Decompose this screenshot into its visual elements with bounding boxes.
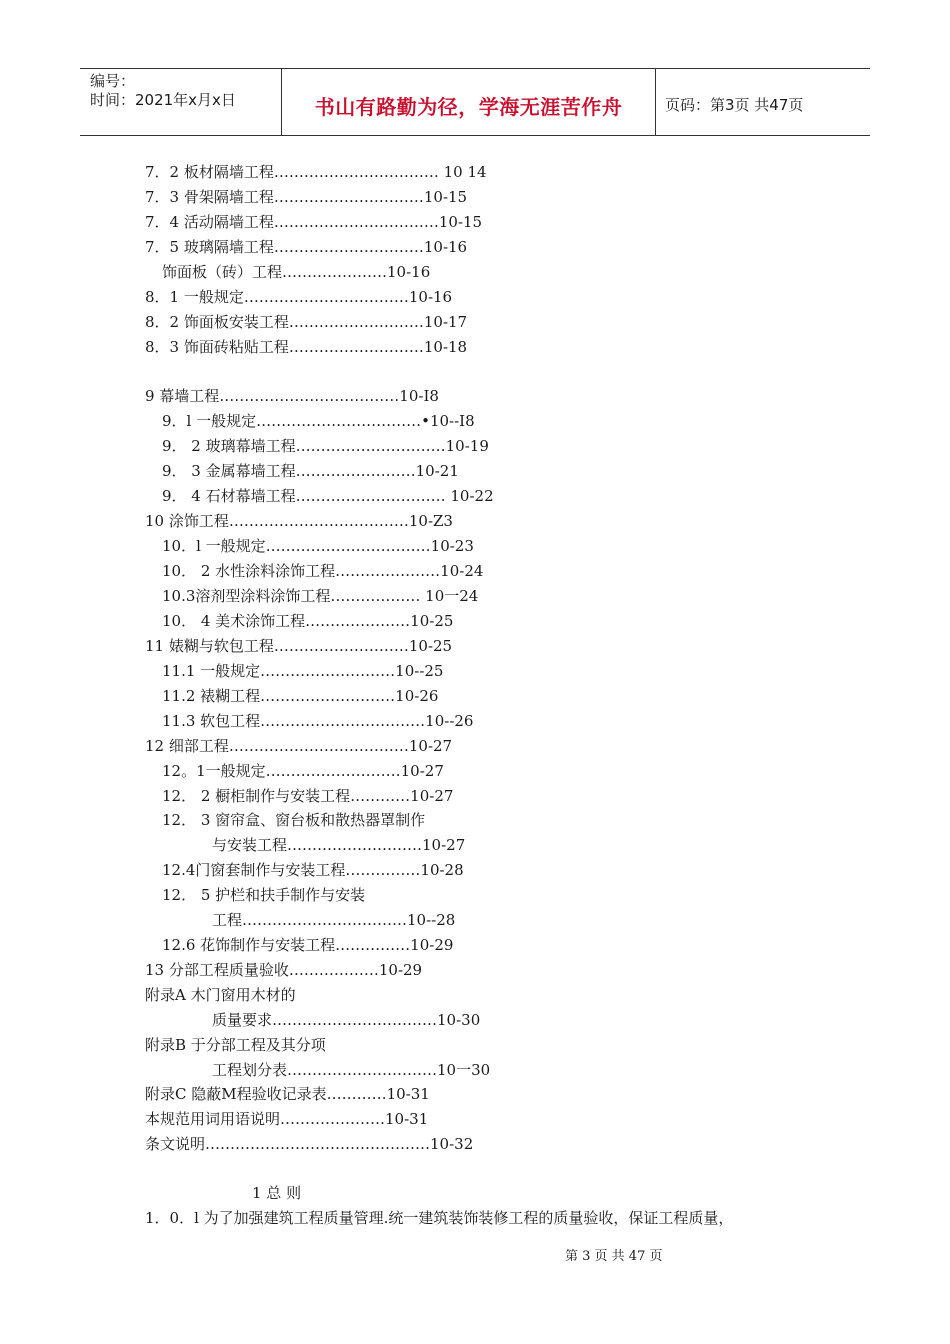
toc-entry: 9． 2 玻璃幕墙工程…………………………10-19 [162,437,489,455]
toc-entry: 附录C 隐蔽M程验收记录表…………10-31 [145,1085,430,1103]
header-slogan: 书山有路勤为径，学海无涯苦作舟 [282,69,656,135]
toc-entry: 12 细部工程………………………………10-27 [145,737,453,755]
toc-entry: 10． 2 水性涂料涂饰工程…………………10-24 [162,562,484,580]
toc-entry: 10． 4 美术涂饰工程…………………10-25 [162,612,454,630]
toc-entry: 质量要求……………………………10-30 [212,1011,481,1029]
toc-entry: 附录B 于分部工程及其分项 [145,1036,326,1054]
toc-entry: 7．2 板材隔墙工程…………………………… 10 14 [145,163,487,181]
toc-entry: 8．2 饰面板安装工程………………………10-17 [145,313,468,331]
toc-entry: 与安装工程………………………10-27 [212,836,466,854]
page-footer: 第 3 页 共 47 页 [565,1249,663,1264]
toc-entry: 10．l 一般规定……………………………10-23 [162,537,474,555]
toc-entry: 附录A 木门窗用木材的 [145,986,296,1004]
toc-entry: 10.3溶剂型涂料涂饰工程……………… 10一24 [162,587,479,605]
toc-entry: 条文说明………………………………………10-32 [145,1135,474,1153]
toc-entry: 7．4 活动隔墙工程……………………………10-15 [145,213,483,231]
section-heading: 1 总 则 [252,1184,302,1202]
toc-entry: 12． 5 护栏和扶手制作与安装 [162,886,366,904]
toc-entry: 11 婊糊与软包工程………………………10-25 [145,637,453,655]
toc-entry: 9． 4 石材幕墙工程………………………… 10-22 [162,487,494,505]
toc-entry: 12.4门窗套制作与安装工程……………10-28 [162,861,464,879]
toc-entry: 8．3 饰面砖粘贴工程………………………10-18 [145,338,468,356]
toc-entry: 10 涂饰工程………………………………10-Z3 [145,512,453,530]
document-date: 时间：2021年x月x日 [90,91,236,109]
toc-entry: 12.6 花饰制作与安装工程……………10-29 [162,936,454,954]
toc-entry: 8．1 一般规定……………………………10-16 [145,288,453,306]
header-page-number: 页码：第3页 共47页 [665,95,804,114]
toc-entry: 9． 3 金属幕墙工程……………………10-21 [162,462,459,480]
toc-entry: 工程划分表…………………………10一30 [212,1061,491,1079]
toc-entry: 7．5 玻璃隔墙工程…………………………10-16 [145,238,468,256]
toc-entry: 9．l 一般规定……………………………•10--I8 [162,412,475,430]
toc-entry: 12． 3 窗帘盒、窗台板和散热器罩制作 [162,811,426,829]
toc-entry: 12。1一般规定………………………10-27 [162,762,444,780]
toc-entry: 本规范用词用语说明…………………10-31 [145,1110,429,1128]
header-meta [80,69,282,135]
toc-entry: 9 幕墙工程………………………………10-I8 [145,387,439,405]
toc-entry: 饰面板（砖）工程…………………10-16 [162,263,431,281]
toc-entry: 11.3 软包工程……………………………10--26 [162,712,474,730]
toc-entry: 工程……………………………10--28 [212,911,456,929]
toc-entry: 11.2 裱糊工程………………………10-26 [162,687,439,705]
toc-entry: 13 分部工程质量验收………………10-29 [145,961,423,979]
toc-entry: 7．3 骨架隔墙工程…………………………10-15 [145,188,468,206]
toc-entry: 11.1 一般规定………………………10--25 [162,662,444,680]
body-paragraph: 1．0．l 为了加强建筑工程质量管理.统一建筑装饰装修工程的质量验收，保证工程质量， [145,1209,734,1227]
page-header [80,68,870,136]
document-number-label: 编号： [90,72,136,90]
toc-entry: 12． 2 橱柜制作与安装工程…………10-27 [162,787,454,805]
